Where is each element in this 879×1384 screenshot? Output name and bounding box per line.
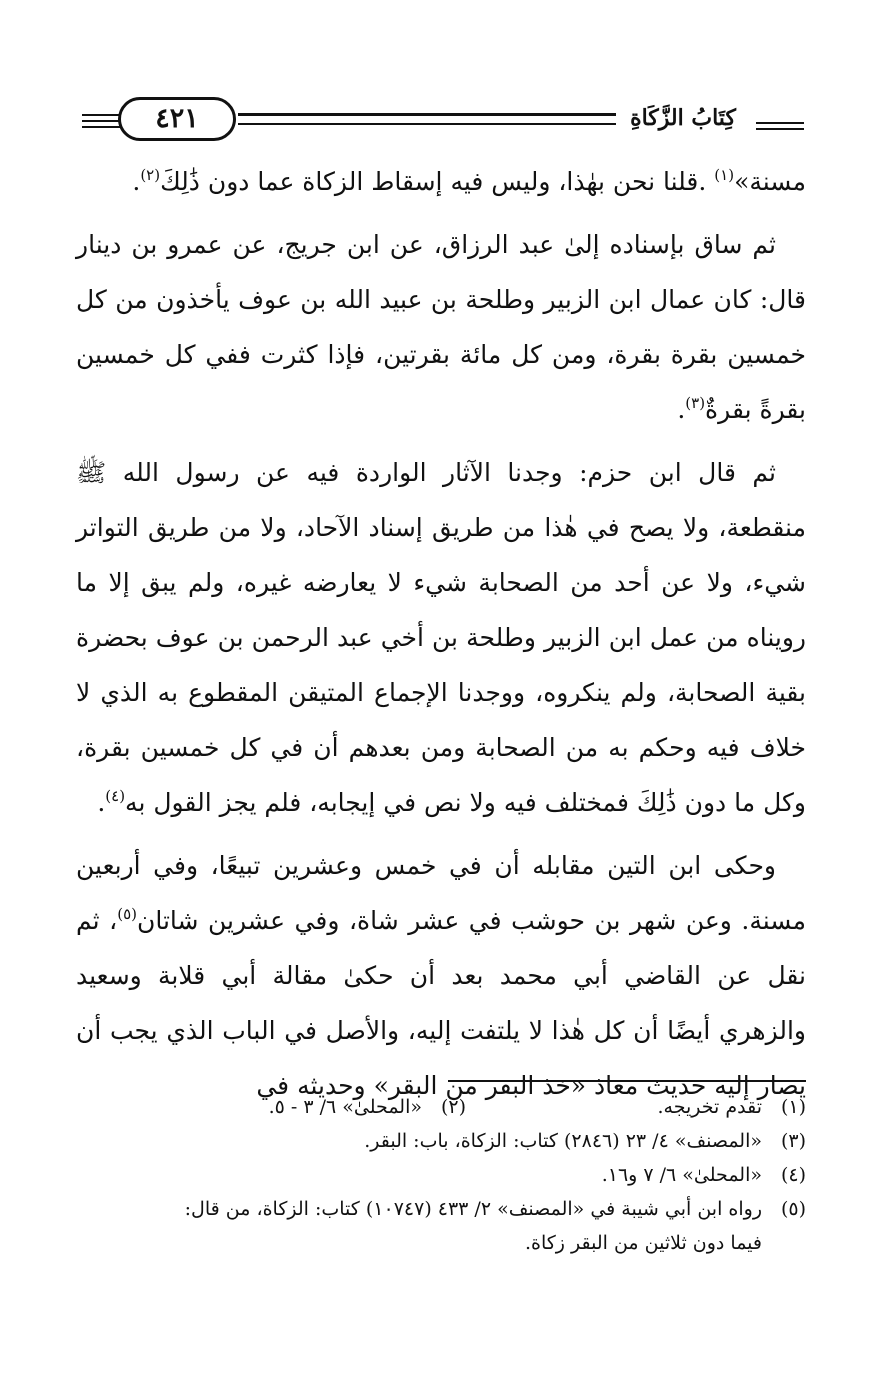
header-rule <box>756 128 804 130</box>
paragraph-text: وحكى ابن التين مقابله أن في خمس وعشرين تبيعًا، وفي أربعين مسنة. وعن شهر بن حوشب في عشر شاة، وفي عشرين شاتان <box>76 851 806 935</box>
paragraph-text: مسنة» <box>734 167 806 196</box>
footnote-2 <box>126 1090 466 1124</box>
footnote-5-continuation: فيما دون ثلاثين من البقر زكاة. <box>524 1232 762 1254</box>
footnote-number: (٥) <box>780 1198 806 1220</box>
header-rule <box>238 113 616 116</box>
footnote-1 <box>466 1090 806 1124</box>
footnote-text: «المصنف» ٤/ ٢٣ (٢٨٤٦) كتاب: الزكاة، باب: البقر. <box>364 1130 762 1152</box>
paragraph-text: . <box>677 395 686 424</box>
footnotes <box>76 1090 806 1260</box>
footnote-text: «المحلىٰ» ٦/ ٣ - ٥. <box>268 1096 422 1118</box>
body-text <box>76 154 806 1113</box>
paragraph-1 <box>76 154 806 209</box>
footnote-marker: (١) <box>714 166 735 184</box>
footnote-number: (٤) <box>780 1164 806 1186</box>
page-header <box>78 94 806 146</box>
footnote-marker: (٢) <box>140 166 161 184</box>
header-rule <box>756 122 804 124</box>
footnote-3 <box>76 1124 806 1158</box>
footnote-number: (٣) <box>780 1130 806 1152</box>
paragraph-2 <box>76 217 806 437</box>
footnote-text: رواه ابن أبي شيبة في «المصنف» ٢/ ٤٣٣ (١٠٧٤٧) كتاب: الزكاة، من قال: <box>184 1198 762 1220</box>
footnote-marker: (٣) <box>685 394 706 412</box>
paragraph-3 <box>76 445 806 830</box>
paragraph-text: ثم ساق بإسناده إلىٰ عبد الرزاق، عن ابن جريج، عن عمرو بن دينار قال: كان عمال ابن الزبير وطلحة بن عبيد الله بن عوف يأخذون من كل خمسين بقرة بقرة، ومن كل مائة بقرتين، فإذا كثرت ففي كل خمسين بقرةً بقرةٌ <box>76 230 806 424</box>
paragraph-text: .قلنا نحن بهٰذا، وليس فيه إسقاط الزكاة عما دون ذَٰلِكَ <box>160 167 715 196</box>
running-title: كِتَابُ الزَّكَاةِ <box>630 105 736 131</box>
footnote-text: تقدم تخريجه. <box>657 1096 762 1118</box>
footnote-separator <box>448 1080 806 1082</box>
footnote-number: (٢) <box>440 1096 466 1118</box>
paragraph-text: ثم قال ابن حزم: وجدنا الآثار الواردة فيه عن رسول الله ﷺ منقطعة، ولا يصح في هٰذا من طريق إسناد الآحاد، ولا من طريق التواتر شيء، ولا عن أحد من الصحابة شيء لا يعارضه غيره، ولم يبق إلا ما رويناه من عمل ابن الزبير وطلحة بن أخي عبد الرحمن بن عوف بحضرة بقية الصحابة، ولم ينكروه، ووجدنا الإجماع المتيقن المقطوع به الذي لا خلاف فيه وحكم به من الصحابة ومن بعدهم أن في كل خمسين بقرة، وكل ما دون ذَٰلِكَ فمختلف فيه ولا نص في إيجابه، فلم يجز القول به <box>76 458 806 817</box>
footnote-number: (١) <box>780 1096 806 1118</box>
footnote-marker: (٤) <box>105 787 126 805</box>
paragraph-4 <box>76 838 806 1113</box>
footnote-5 <box>76 1192 806 1226</box>
paragraph-text: . <box>97 788 106 817</box>
header-rule <box>238 123 616 125</box>
footnote-row <box>76 1090 806 1124</box>
footnote-text: «المحلىٰ» ٦/ ٧ و١٦. <box>601 1164 762 1186</box>
page-number: ٤٢١ <box>118 97 236 141</box>
paragraph-text: . <box>132 167 141 196</box>
footnote-marker: (٥) <box>117 905 137 923</box>
footnote-4 <box>76 1158 806 1192</box>
paragraph-text: ، ثم نقل عن القاضي أبي محمد بعد أن حكىٰ مقالة أبي قلابة وسعيد والزهري أيضًا أن كل هٰذا لا يلتفت إليه، والأصل في الباب الذي يجب أن يصار إليه حديث معاذ «خذ البقر من البقر» وحديثه في <box>76 906 806 1100</box>
